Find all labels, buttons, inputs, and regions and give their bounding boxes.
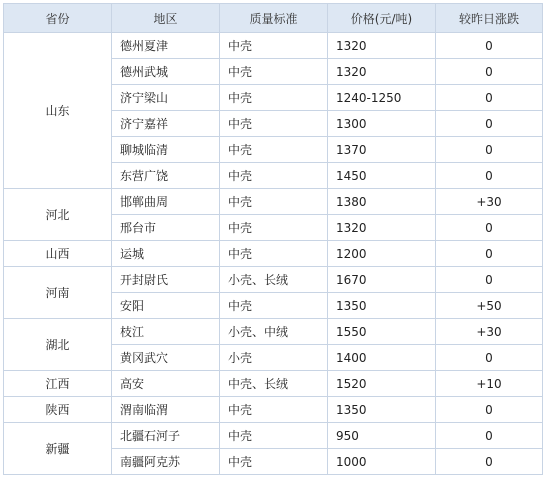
quality-cell: 小壳 [220, 345, 328, 371]
table-row [4, 319, 543, 345]
quality-cell: 中壳 [220, 33, 328, 59]
price-cell: 1200 [328, 241, 436, 267]
table-row [4, 267, 543, 293]
region-cell: 济宁梁山 [112, 85, 220, 111]
quality-cell: 中壳 [220, 449, 328, 475]
price-cell: 950 [328, 423, 436, 449]
province-cell: 陕西 [4, 397, 112, 423]
region-cell: 邯郸曲周 [112, 189, 220, 215]
table-row [4, 241, 543, 267]
quality-cell: 中壳 [220, 111, 328, 137]
price-cell: 1350 [328, 293, 436, 319]
region-cell: 枝江 [112, 319, 220, 345]
quality-cell: 小壳、中绒 [220, 319, 328, 345]
quality-cell: 小壳、长绒 [220, 267, 328, 293]
region-cell: 德州夏津 [112, 33, 220, 59]
price-cell: 1370 [328, 137, 436, 163]
change-cell: 0 [436, 137, 543, 163]
region-cell: 邢台市 [112, 215, 220, 241]
price-cell: 1550 [328, 319, 436, 345]
change-cell: 0 [436, 163, 543, 189]
quality-cell: 中壳 [220, 423, 328, 449]
province-cell: 江西 [4, 371, 112, 397]
quality-cell: 中壳 [220, 215, 328, 241]
change-cell: 0 [436, 423, 543, 449]
region-cell: 济宁嘉祥 [112, 111, 220, 137]
table-row [4, 397, 543, 423]
change-cell: +10 [436, 371, 543, 397]
province-cell: 湖北 [4, 319, 112, 371]
table-header-row [4, 4, 543, 33]
region-cell: 开封尉氏 [112, 267, 220, 293]
change-cell: 0 [436, 449, 543, 475]
price-cell: 1520 [328, 371, 436, 397]
change-cell: 0 [436, 345, 543, 371]
table-row [4, 33, 543, 59]
region-cell: 南疆阿克苏 [112, 449, 220, 475]
region-cell: 黄冈武穴 [112, 345, 220, 371]
price-cell: 1300 [328, 111, 436, 137]
change-cell: 0 [436, 241, 543, 267]
region-cell: 聊城临清 [112, 137, 220, 163]
table-body [4, 33, 543, 475]
quality-cell: 中壳 [220, 85, 328, 111]
province-cell: 山西 [4, 241, 112, 267]
quality-cell: 中壳 [220, 189, 328, 215]
change-cell: +50 [436, 293, 543, 319]
region-cell: 高安 [112, 371, 220, 397]
change-cell: 0 [436, 33, 543, 59]
price-cell: 1380 [328, 189, 436, 215]
province-cell: 河南 [4, 267, 112, 319]
price-table-container [3, 3, 543, 475]
region-cell: 渭南临渭 [112, 397, 220, 423]
price-table [3, 3, 543, 475]
change-cell: 0 [436, 397, 543, 423]
price-cell: 1000 [328, 449, 436, 475]
province-cell: 河北 [4, 189, 112, 241]
header-province: 省份 [4, 4, 112, 33]
change-cell: 0 [436, 215, 543, 241]
price-cell: 1320 [328, 33, 436, 59]
change-cell: +30 [436, 319, 543, 345]
region-cell: 北疆石河子 [112, 423, 220, 449]
region-cell: 德州武城 [112, 59, 220, 85]
price-cell: 1400 [328, 345, 436, 371]
table-row [4, 423, 543, 449]
change-cell: 0 [436, 85, 543, 111]
header-region: 地区 [112, 4, 220, 33]
quality-cell: 中壳 [220, 163, 328, 189]
region-cell: 东营广饶 [112, 163, 220, 189]
price-cell: 1670 [328, 267, 436, 293]
quality-cell: 中壳、长绒 [220, 371, 328, 397]
price-cell: 1450 [328, 163, 436, 189]
change-cell: 0 [436, 59, 543, 85]
quality-cell: 中壳 [220, 59, 328, 85]
change-cell: 0 [436, 111, 543, 137]
province-cell: 山东 [4, 33, 112, 189]
region-cell: 运城 [112, 241, 220, 267]
quality-cell: 中壳 [220, 293, 328, 319]
table-row [4, 371, 543, 397]
change-cell: +30 [436, 189, 543, 215]
region-cell: 安阳 [112, 293, 220, 319]
price-cell: 1320 [328, 215, 436, 241]
table-row [4, 189, 543, 215]
price-cell: 1320 [328, 59, 436, 85]
quality-cell: 中壳 [220, 397, 328, 423]
price-cell: 1350 [328, 397, 436, 423]
price-cell: 1240-1250 [328, 85, 436, 111]
header-price: 价格(元/吨) [328, 4, 436, 33]
province-cell: 新疆 [4, 423, 112, 475]
quality-cell: 中壳 [220, 137, 328, 163]
change-cell: 0 [436, 267, 543, 293]
quality-cell: 中壳 [220, 241, 328, 267]
header-quality: 质量标准 [220, 4, 328, 33]
header-change: 较昨日涨跌 [436, 4, 543, 33]
